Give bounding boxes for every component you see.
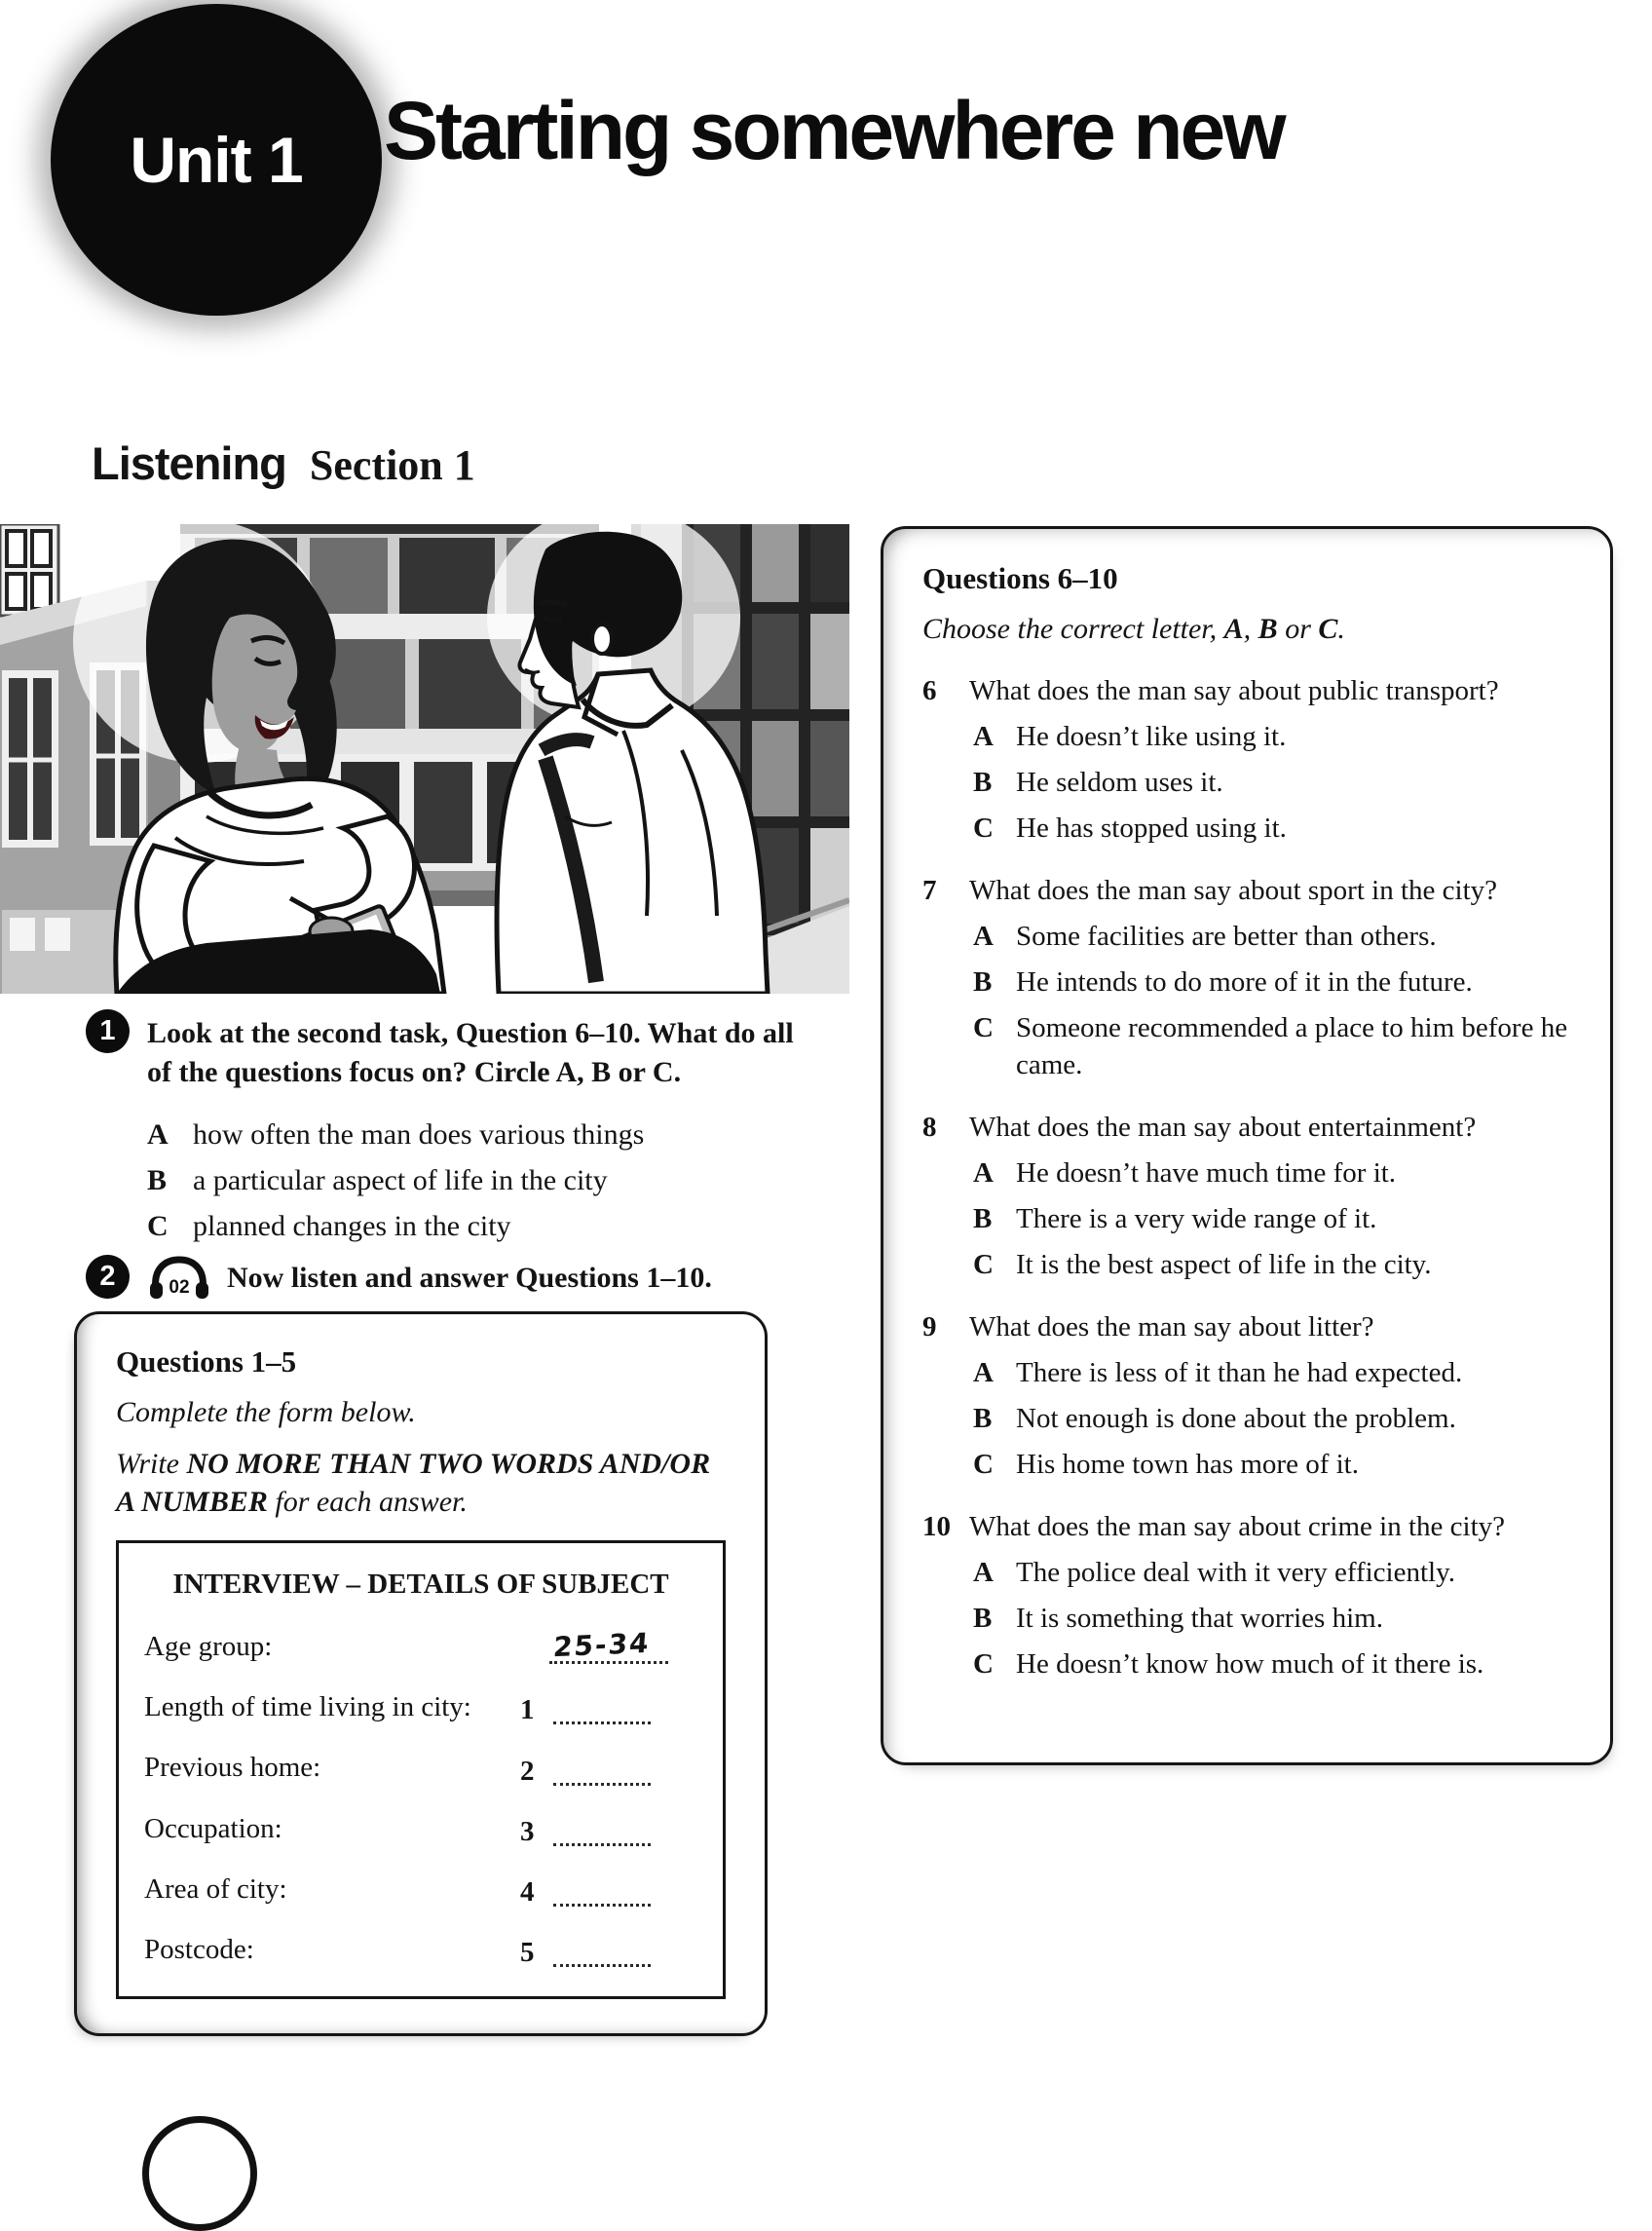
question-number: 8 [922, 1112, 937, 1144]
question-number: 7 [922, 875, 937, 907]
option-text: how often the man does various things [193, 1117, 645, 1151]
question-7-option-c [969, 1010, 1571, 1084]
question-9-option-b [969, 1401, 1571, 1438]
question-6-option-c [969, 811, 1571, 848]
page-number-marker [142, 2116, 257, 2231]
form-row-postcode [144, 1932, 697, 1967]
question-10-option-a [969, 1555, 1571, 1592]
option-letter: C [973, 1647, 994, 1680]
headphones-icon [147, 1255, 211, 1302]
option-letter: A [973, 921, 994, 953]
question-text: What does the man say about litter? [969, 1310, 1374, 1342]
question-6 [922, 673, 1571, 848]
question-number: 10 [922, 1510, 951, 1542]
option-letter: A [973, 721, 994, 753]
task-1-option-b [147, 1161, 808, 1199]
option-letter: A [973, 1556, 994, 1588]
questions-1-5-heading: Questions 1–5 [116, 1344, 297, 1379]
form-row-area-of-city [144, 1872, 697, 1907]
interview-form [116, 1540, 726, 1999]
answer-number: 1 [520, 1694, 535, 1726]
option-letter: C [973, 1448, 994, 1480]
questions-6-10-heading: Questions 6–10 [922, 561, 1118, 595]
option-text: It is the best aspect of life in the city. [1016, 1249, 1432, 1280]
question-number: 9 [922, 1310, 937, 1342]
option-text: Someone recommended a place to him before he came. [1016, 1012, 1568, 1081]
question-text: What does the man say about sport in the city? [969, 875, 1497, 907]
question-text: What does the man say about entertainment? [969, 1112, 1477, 1144]
option-letter: B [973, 1203, 993, 1235]
question-number: 6 [922, 675, 937, 707]
option-text: There is less of it than he had expected. [1016, 1356, 1463, 1388]
answer-number: 4 [520, 1876, 535, 1909]
answer-dotted-line [553, 1835, 651, 1846]
word-limit-instruction: Write NO MORE THAN TWO WORDS AND/OR A NUMBER for each answer. [116, 1448, 711, 1519]
option-text: He has stopped using it. [1016, 813, 1287, 845]
form-row-label: Length of time living in city: [144, 1691, 471, 1723]
option-letter: B [147, 1163, 168, 1196]
option-text: He seldom uses it. [1016, 767, 1223, 799]
option-letter: C [973, 1249, 994, 1280]
form-row-previous-home [144, 1750, 697, 1785]
form-row-label: Previous home: [144, 1752, 321, 1784]
option-text: There is a very wide range of it. [1016, 1203, 1377, 1235]
handwritten-answer: 25-34 [551, 1626, 652, 1664]
section-heading [92, 437, 475, 489]
task-2-text: Now listen and answer Questions 1–10. [227, 1262, 712, 1295]
option-letter: B [973, 1402, 993, 1434]
task-1-option-c [147, 1207, 808, 1245]
answer-number: 5 [520, 1937, 535, 1969]
form-row-length-of-time [144, 1689, 697, 1724]
form-row-label: Area of city: [144, 1872, 287, 1905]
answer-number: 2 [520, 1755, 535, 1787]
option-text: He doesn’t know how much of it there is. [1016, 1647, 1484, 1680]
task-1 [86, 1009, 808, 1245]
option-letter: C [973, 813, 994, 845]
option-letter: B [973, 1602, 993, 1634]
answer-dotted-line [553, 1775, 651, 1786]
form-row-occupation [144, 1811, 697, 1846]
section-label: Section 1 [309, 441, 475, 489]
unit-badge [51, 4, 382, 316]
option-letter: B [973, 767, 993, 799]
task-number-badge-1: 1 [86, 1009, 130, 1053]
option-text: planned changes in the city [193, 1209, 511, 1242]
question-8-option-b [969, 1201, 1571, 1238]
option-text: He intends to do more of it in the future. [1016, 966, 1473, 999]
task-2 [86, 1255, 808, 1302]
audio-track-number: 02 [169, 1277, 190, 1298]
task-1-option-a [147, 1116, 808, 1153]
question-10 [922, 1509, 1571, 1683]
choose-letter-instruction: Choose the correct letter, A, B or C. [922, 613, 1345, 646]
illustration-canvas [0, 524, 849, 994]
page-title: Starting somewhere new [384, 85, 1284, 176]
questions-1-5-panel [74, 1311, 768, 2036]
option-text: The police deal with it very efficiently. [1016, 1556, 1455, 1588]
question-10-option-b [969, 1601, 1571, 1638]
question-text: What does the man say about crime in the city? [969, 1510, 1506, 1542]
question-7-option-b [969, 964, 1571, 1002]
question-8-option-c [969, 1247, 1571, 1284]
task-1-text: Look at the second task, Question 6–10. What do all of the questions focus on? Circle A, B or C. [147, 1017, 794, 1088]
task-1-options [147, 1116, 808, 1245]
option-letter: B [973, 966, 993, 999]
question-text: What does the man say about public transport? [969, 675, 1499, 707]
street-interview-illustration [0, 524, 849, 994]
interview-form-title: INTERVIEW – DETAILS OF SUBJECT [172, 1569, 669, 1601]
question-9-option-a [969, 1355, 1571, 1392]
question-8 [922, 1110, 1571, 1284]
question-6-option-a [969, 719, 1571, 756]
answer-number: 3 [520, 1815, 535, 1847]
option-text: His home town has more of it. [1016, 1448, 1359, 1480]
option-text: He doesn’t have much time for it. [1016, 1157, 1397, 1190]
unit-label: Unit 1 [130, 124, 303, 196]
complete-form-instruction: Complete the form below. [116, 1396, 416, 1429]
task-number-badge-2: 2 [86, 1255, 130, 1299]
listening-label: Listening [92, 437, 286, 489]
option-letter: A [973, 1157, 994, 1190]
answer-dotted-line [553, 1896, 651, 1907]
option-text: He doesn’t like using it. [1016, 721, 1287, 753]
form-row-label: Age group: [144, 1630, 273, 1662]
question-9 [922, 1309, 1571, 1484]
answer-dotted-line [549, 1626, 668, 1664]
option-text: Not enough is done about the problem. [1016, 1402, 1456, 1434]
question-6-option-b [969, 765, 1571, 802]
option-text: a particular aspect of life in the city [193, 1163, 608, 1196]
question-7 [922, 873, 1571, 1084]
question-10-option-c [969, 1646, 1571, 1683]
option-letter: A [147, 1117, 169, 1151]
option-letter: C [147, 1209, 169, 1242]
option-text: It is something that worries him. [1016, 1602, 1383, 1634]
question-7-option-a [969, 919, 1571, 956]
form-row-age-group [144, 1626, 697, 1664]
option-letter: C [973, 1012, 994, 1044]
question-9-option-c [969, 1447, 1571, 1484]
form-row-label: Occupation: [144, 1812, 282, 1844]
answer-dotted-line [553, 1714, 651, 1724]
option-text: Some facilities are better than others. [1016, 921, 1437, 953]
answer-dotted-line [553, 1956, 651, 1967]
option-letter: A [973, 1356, 994, 1388]
questions-6-10-panel [881, 526, 1613, 1765]
form-row-label: Postcode: [144, 1934, 254, 1966]
question-8-option-a [969, 1155, 1571, 1192]
